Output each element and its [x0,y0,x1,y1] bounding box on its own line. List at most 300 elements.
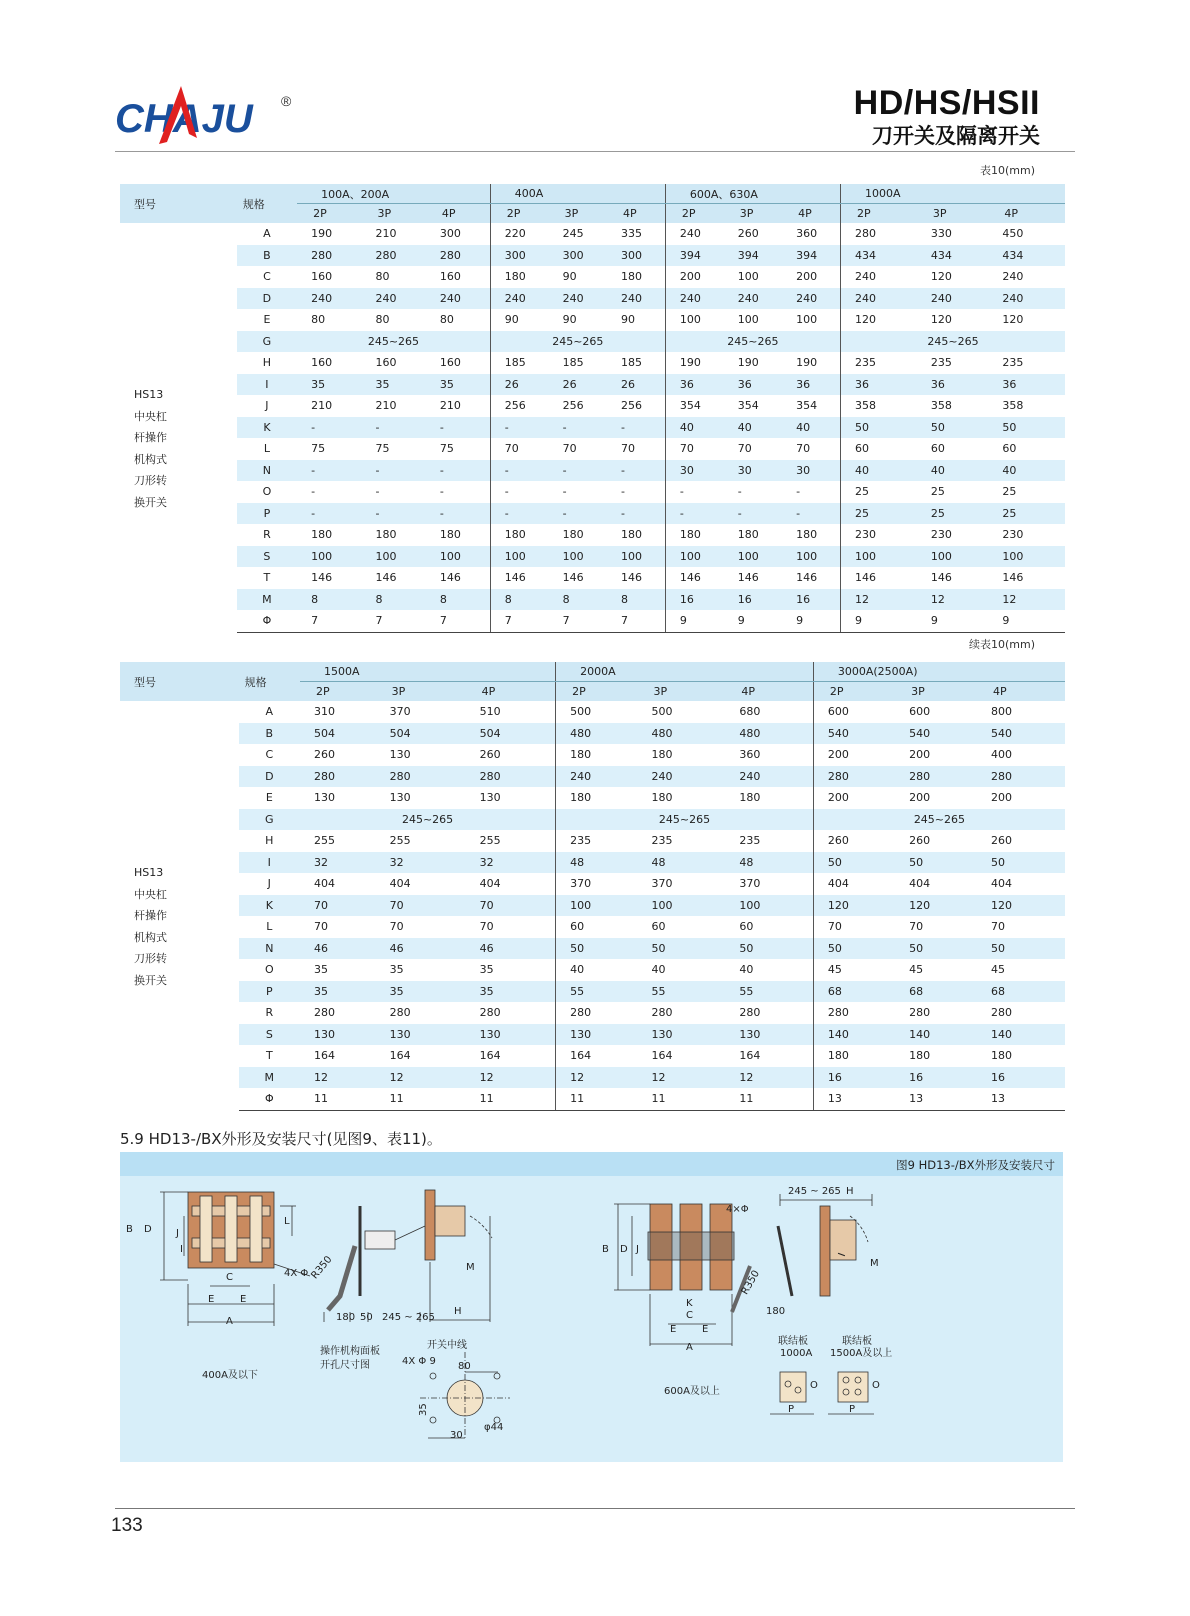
dimension-label: S [237,546,297,568]
table-cell: 16 [665,589,723,611]
table-cell: 50 [813,852,895,874]
table-row [120,701,1065,723]
table-row [120,809,1065,831]
dimension-label: T [263,571,271,585]
table-cell: 45 [909,963,924,977]
table-row [120,895,1065,917]
registered-mark: ® [281,93,292,109]
page-number: 133 [111,1515,143,1536]
table-cell: 9 [665,610,723,632]
table-cell: - [549,460,607,482]
table-cell: 190 [311,227,333,241]
table-cell: 255 [389,834,411,848]
table-cell: 180 [813,1045,895,1067]
table-cell: 180 [665,524,723,546]
table-cell: 180 [990,1049,1012,1063]
link-dim-P-1: P [788,1404,795,1415]
table-cell: 26 [549,374,607,396]
table-cell: 36 [782,374,840,396]
dimension-label: H [262,356,272,370]
model-name-line: HS13 [134,866,164,880]
table-cell: 240 [362,288,426,310]
table-cell: 280 [313,1006,335,1020]
table-cell: 160 [439,270,461,284]
table-cell: 160 [439,356,461,370]
table-cell: 100 [426,546,490,568]
dim-180-left: 180 [336,1312,356,1323]
table-cell: 280 [739,1006,761,1020]
table-cell: 146 [840,567,916,589]
table-row [120,438,1065,460]
table-cell: 70 [990,920,1005,934]
spec-column-header: 规格 [237,184,297,223]
table-cell: 30 [782,460,840,482]
table-row [120,1002,1065,1024]
table-cell: 680 [739,705,761,719]
table-cell: 280 [813,1002,895,1024]
table-cell: 11 [556,1088,638,1110]
table-cell: 245~265 [297,331,490,353]
table-cell: 210 [375,227,397,241]
table-cell: 36 [917,374,988,396]
table-cell: 70 [389,920,404,934]
dim-C: C [226,1272,233,1283]
table-cell: 25 [840,481,916,503]
table-cell: - [490,481,548,503]
table-cell: 75 [375,442,390,456]
table-cell: 60 [556,916,638,938]
table-cell: 280 [389,1006,411,1020]
table-cell: 35 [389,963,404,977]
table-cell: 9 [988,610,1065,632]
table-cell: 504 [300,723,376,745]
table-cell: 70 [665,438,723,460]
table-cell: 146 [562,571,584,585]
table-cell: 164 [651,1049,673,1063]
model-name-line: 换开关 [134,973,167,987]
dim-4x-phi: 4X Φ [284,1268,309,1279]
table-cell: 140 [977,1024,1065,1046]
spec-table-10-continued [120,662,1065,1111]
pole-header: 2P [490,204,548,224]
table-cell: 11 [376,1088,466,1110]
table-cell: 200 [990,791,1012,805]
table-cell: 180 [375,528,397,542]
table-cell: 280 [895,766,977,788]
table-row [120,481,1065,503]
table-cell: 120 [930,313,952,327]
spec-table-10 [120,184,1065,633]
table-cell: 130 [466,1024,556,1046]
link-dim-O-2: O [872,1380,880,1391]
table-cell: 230 [930,528,952,542]
table-cell: 100 [665,546,723,568]
model-name-cell [120,223,237,632]
table-cell: 30 [665,460,723,482]
product-name: 刀开关及隔离开关 [872,124,1040,148]
table-cell: 200 [813,744,895,766]
table-cell: 500 [556,701,638,723]
table-cell: 32 [376,852,466,874]
table-cell: - [607,460,665,482]
table-cell: 40 [739,963,754,977]
table-cell: - [490,417,548,439]
table-cell: 180 [651,791,673,805]
model-name-line: 杆操作 [134,909,167,923]
table-cell: 55 [556,981,638,1003]
dimension-label: Φ [237,610,297,632]
table-cell: 70 [813,916,895,938]
dim-I-right: I [836,1251,849,1259]
table-cell: 130 [389,748,411,762]
dimension-label: O [262,485,272,499]
table-cell: 245~265 [840,331,1065,353]
dimension-label: B [239,723,300,745]
table-cell: 240 [840,266,916,288]
table-cell: - [665,481,723,503]
pole-header: 4P [988,204,1065,224]
dim-H-left: H [454,1306,462,1317]
table-cell: 160 [375,356,397,370]
table-cell: 12 [725,1067,813,1089]
table-cell: 60 [739,920,754,934]
table-cell: 394 [665,245,723,267]
table-cell: 35 [376,981,466,1003]
table-cell: 280 [466,766,556,788]
table-row [120,981,1065,1003]
table-cell: 50 [988,417,1065,439]
table-cell: 80 [439,313,454,327]
table-cell: 240 [840,288,916,310]
table-cell: 16 [813,1067,895,1089]
dim-180-right: 180 [766,1306,786,1317]
dimension-label: A [265,705,274,719]
dimension-label: G [239,809,300,831]
dim-50: 50 [360,1312,373,1323]
table-cell: 50 [813,938,895,960]
model-column-header: 型号 [120,662,239,701]
table-cell: 240 [556,766,638,788]
table-cell: - [311,485,316,499]
table-cell: 26 [607,374,665,396]
table-cell: - [607,503,665,525]
dim-30: 30 [450,1430,463,1441]
table-cell: 13 [977,1088,1065,1110]
pole-header: 2P [297,204,361,224]
rating-group-header: 2000A [556,662,814,682]
table-cell: 120 [813,895,895,917]
table-row [120,223,1065,245]
table-cell: 164 [556,1045,638,1067]
left-size-label: 400A及以下 [202,1370,258,1381]
table-cell: 48 [725,852,813,874]
table-cell: 164 [313,1049,335,1063]
table-cell: 210 [375,399,397,413]
dimension-label: L [263,442,270,456]
link-plate-1500-label-1: 联结板 [842,1336,872,1347]
table-cell: 60 [1002,442,1017,456]
table-cell: 200 [796,270,818,284]
table-cell: 40 [917,460,988,482]
model-name-line: 刀形转 [134,952,167,966]
table-cell: 100 [724,546,782,568]
table-cell: 230 [840,524,916,546]
table-cell: 300 [490,245,548,267]
table-cell: 200 [813,787,895,809]
table-cell: 360 [796,227,818,241]
table-cell: 11 [300,1088,376,1110]
dimension-label: M [237,589,297,611]
table-cell: 32 [466,852,556,874]
dimension-label: M [239,1067,300,1089]
pole-header: 2P [840,204,916,224]
table-cell: 600 [813,701,895,723]
table-cell: 48 [556,852,638,874]
table-cell: 100 [988,546,1065,568]
model-name-line: 中央杠 [134,409,167,423]
table-cell: 146 [490,567,548,589]
table-row [120,766,1065,788]
table-cell: 245~265 [300,809,556,831]
table-cell: - [297,417,361,439]
dim-K: K [686,1298,693,1309]
table-cell: 25 [840,503,916,525]
table-cell: 16 [782,589,840,611]
table-cell: 8 [490,589,548,611]
table-cell: 260 [479,748,501,762]
table-cell: 11 [637,1088,725,1110]
table-cell: 40 [556,959,638,981]
model-name-line: 换开关 [134,495,167,509]
table-cell: 146 [311,571,333,585]
table-row [120,959,1065,981]
table-cell: 45 [990,963,1005,977]
table-cell: 190 [665,352,723,374]
section-title: 5.9 HD13-/BX外形及安装尺寸(见图9、表11)。 [120,1130,442,1148]
model-name-line: 机构式 [134,930,167,944]
table-cell: 180 [556,744,638,766]
pole-header: 4P [782,204,840,224]
table-row [120,395,1065,417]
table-cell: 210 [311,399,333,413]
table-cell: 9 [840,610,916,632]
table-cell: 11 [466,1088,556,1110]
model-name-line: HS13 [134,388,164,402]
table-cell: 540 [895,723,977,745]
table-row [120,374,1065,396]
dimension-label: G [237,331,297,353]
dimension-label: R [263,528,271,542]
table-cell: 35 [297,374,361,396]
table-cell: 280 [556,1002,638,1024]
table-row [120,266,1065,288]
switch-side-view-400a [324,1190,492,1322]
table-row [120,352,1065,374]
table-cell: 130 [637,1024,725,1046]
table-cell: 180 [909,1049,931,1063]
dim-245-265-left: 245 ~ 265 [382,1312,435,1323]
table-cell: 8 [607,589,665,611]
spec-column-header: 规格 [239,662,300,701]
table-cell: 100 [665,309,723,331]
pole-header: 4P [977,682,1065,702]
table-cell: 12 [917,589,988,611]
table-cell: 180 [490,524,548,546]
table-cell: 40 [665,417,723,439]
table-cell: 300 [607,245,665,267]
dim-E1: E [208,1294,215,1305]
table-cell: 36 [724,374,782,396]
table-cell: 100 [607,546,665,568]
dim-245-265-right: 245 ~ 265 [788,1186,841,1197]
table-cell: 180 [621,270,643,284]
table-cell: 256 [562,399,584,413]
table-row [120,589,1065,611]
table-cell: 240 [607,288,665,310]
table-cell: 12 [637,1067,725,1089]
table-cell: - [375,485,380,499]
table-cell: 130 [313,791,335,805]
pole-header: 4P [607,204,665,224]
table-row [120,503,1065,525]
dimension-label: I [239,852,300,874]
table-cell: 146 [737,571,759,585]
table-row [120,787,1065,809]
dimension-label: I [237,374,297,396]
table-cell: 190 [796,356,818,370]
dimension-label: D [237,288,297,310]
pole-header: 3P [637,682,725,702]
table-cell: 32 [300,852,376,874]
table-cell: 260 [737,227,759,241]
dim-D-right: D [620,1244,628,1255]
table-row [120,546,1065,568]
table-cell: 280 [376,766,466,788]
table-cell: 358 [930,399,952,413]
table-cell: 46 [300,938,376,960]
table-cell: 100 [917,546,988,568]
dim-80: 80 [458,1361,471,1372]
dimension-label: P [239,981,300,1003]
dim-I: I [180,1244,183,1255]
figure-9-drawing [120,1176,1063,1462]
table-cell: 68 [895,981,977,1003]
table-cell: 280 [909,1006,931,1020]
table-cell: 40 [651,963,666,977]
dimension-label: J [267,877,271,891]
table-row [120,524,1065,546]
dimension-label: A [263,227,271,241]
table-cell: 7 [607,610,665,632]
model-name-cell [120,701,239,1110]
table-cell: 70 [490,438,548,460]
model-name-line: 杆操作 [134,431,167,445]
table-cell: 146 [796,571,818,585]
table-cell: 180 [311,528,333,542]
table-cell: 235 [930,356,952,370]
table-cell: 36 [840,374,916,396]
table-cell: 404 [479,877,501,891]
table-row [120,245,1065,267]
table-row [120,610,1065,632]
table-cell: 35 [479,963,494,977]
table-row [120,916,1065,938]
table-cell: 50 [725,938,813,960]
table-cell: 130 [300,1024,376,1046]
table-cell: 46 [376,938,466,960]
link-plate-1000-label-2: 1000A [780,1348,813,1359]
table-cell: 90 [621,313,636,327]
table-cell: 256 [621,399,643,413]
table-cell: 50 [895,852,977,874]
table-cell: 7 [426,610,490,632]
table-cell: 280 [990,1006,1012,1020]
table-cell: 240 [665,223,723,245]
table-cell: 245 [562,227,584,241]
dimension-label: J [265,399,269,413]
table-cell: 540 [977,723,1065,745]
table-cell: - [549,417,607,439]
table-cell: - [362,460,426,482]
table-cell: 180 [621,528,643,542]
link-plate-1500-label-2: 1500A及以上 [830,1348,893,1359]
table-cell: 404 [909,877,931,891]
table-cell: 160 [311,356,333,370]
table-cell: 360 [739,748,761,762]
dim-R350-right: R350 [739,1268,763,1297]
table-cell: 12 [466,1067,556,1089]
cutout-label-1: 操作机构面板 [320,1346,380,1357]
dim-D: D [144,1224,152,1235]
dimension-label: E [265,791,273,805]
table-cell: 504 [376,723,466,745]
dim-35: 35 [418,1403,429,1416]
table-cell: 245~265 [490,331,665,353]
table-cell: 40 [988,460,1065,482]
table-cell: - [490,460,548,482]
table-cell: 310 [313,705,335,719]
table-cell: 7 [297,610,361,632]
table-cell: 260 [909,834,931,848]
centerline-label: 开关中线 [427,1340,467,1351]
table-cell: 50 [556,938,638,960]
model-name-line: 中央杠 [134,887,167,901]
table-cell: 50 [977,938,1065,960]
table-cell: 120 [840,309,916,331]
dimension-label: K [239,895,300,917]
table-cell: - [362,503,426,525]
table-cell: 70 [313,920,328,934]
table-cell: 146 [665,567,723,589]
table-cell: 300 [439,227,461,241]
table-row [120,830,1065,852]
table-cell: - [426,417,490,439]
table-cell: 130 [479,791,501,805]
table-row [120,1088,1065,1110]
table-cell: 235 [556,830,638,852]
table-cell: 180 [562,528,584,542]
table-cell: 164 [389,1049,411,1063]
pole-header: 2P [556,682,638,702]
table-cell: 120 [930,270,952,284]
table-cell: 240 [549,288,607,310]
dimension-label: P [237,503,297,525]
dimension-label: D [239,766,300,788]
table-cell: - [562,485,567,499]
dim-J-right: J [636,1244,639,1255]
dim-R350-left: R350 [309,1254,335,1282]
link-dim-P-2: P [849,1404,856,1415]
